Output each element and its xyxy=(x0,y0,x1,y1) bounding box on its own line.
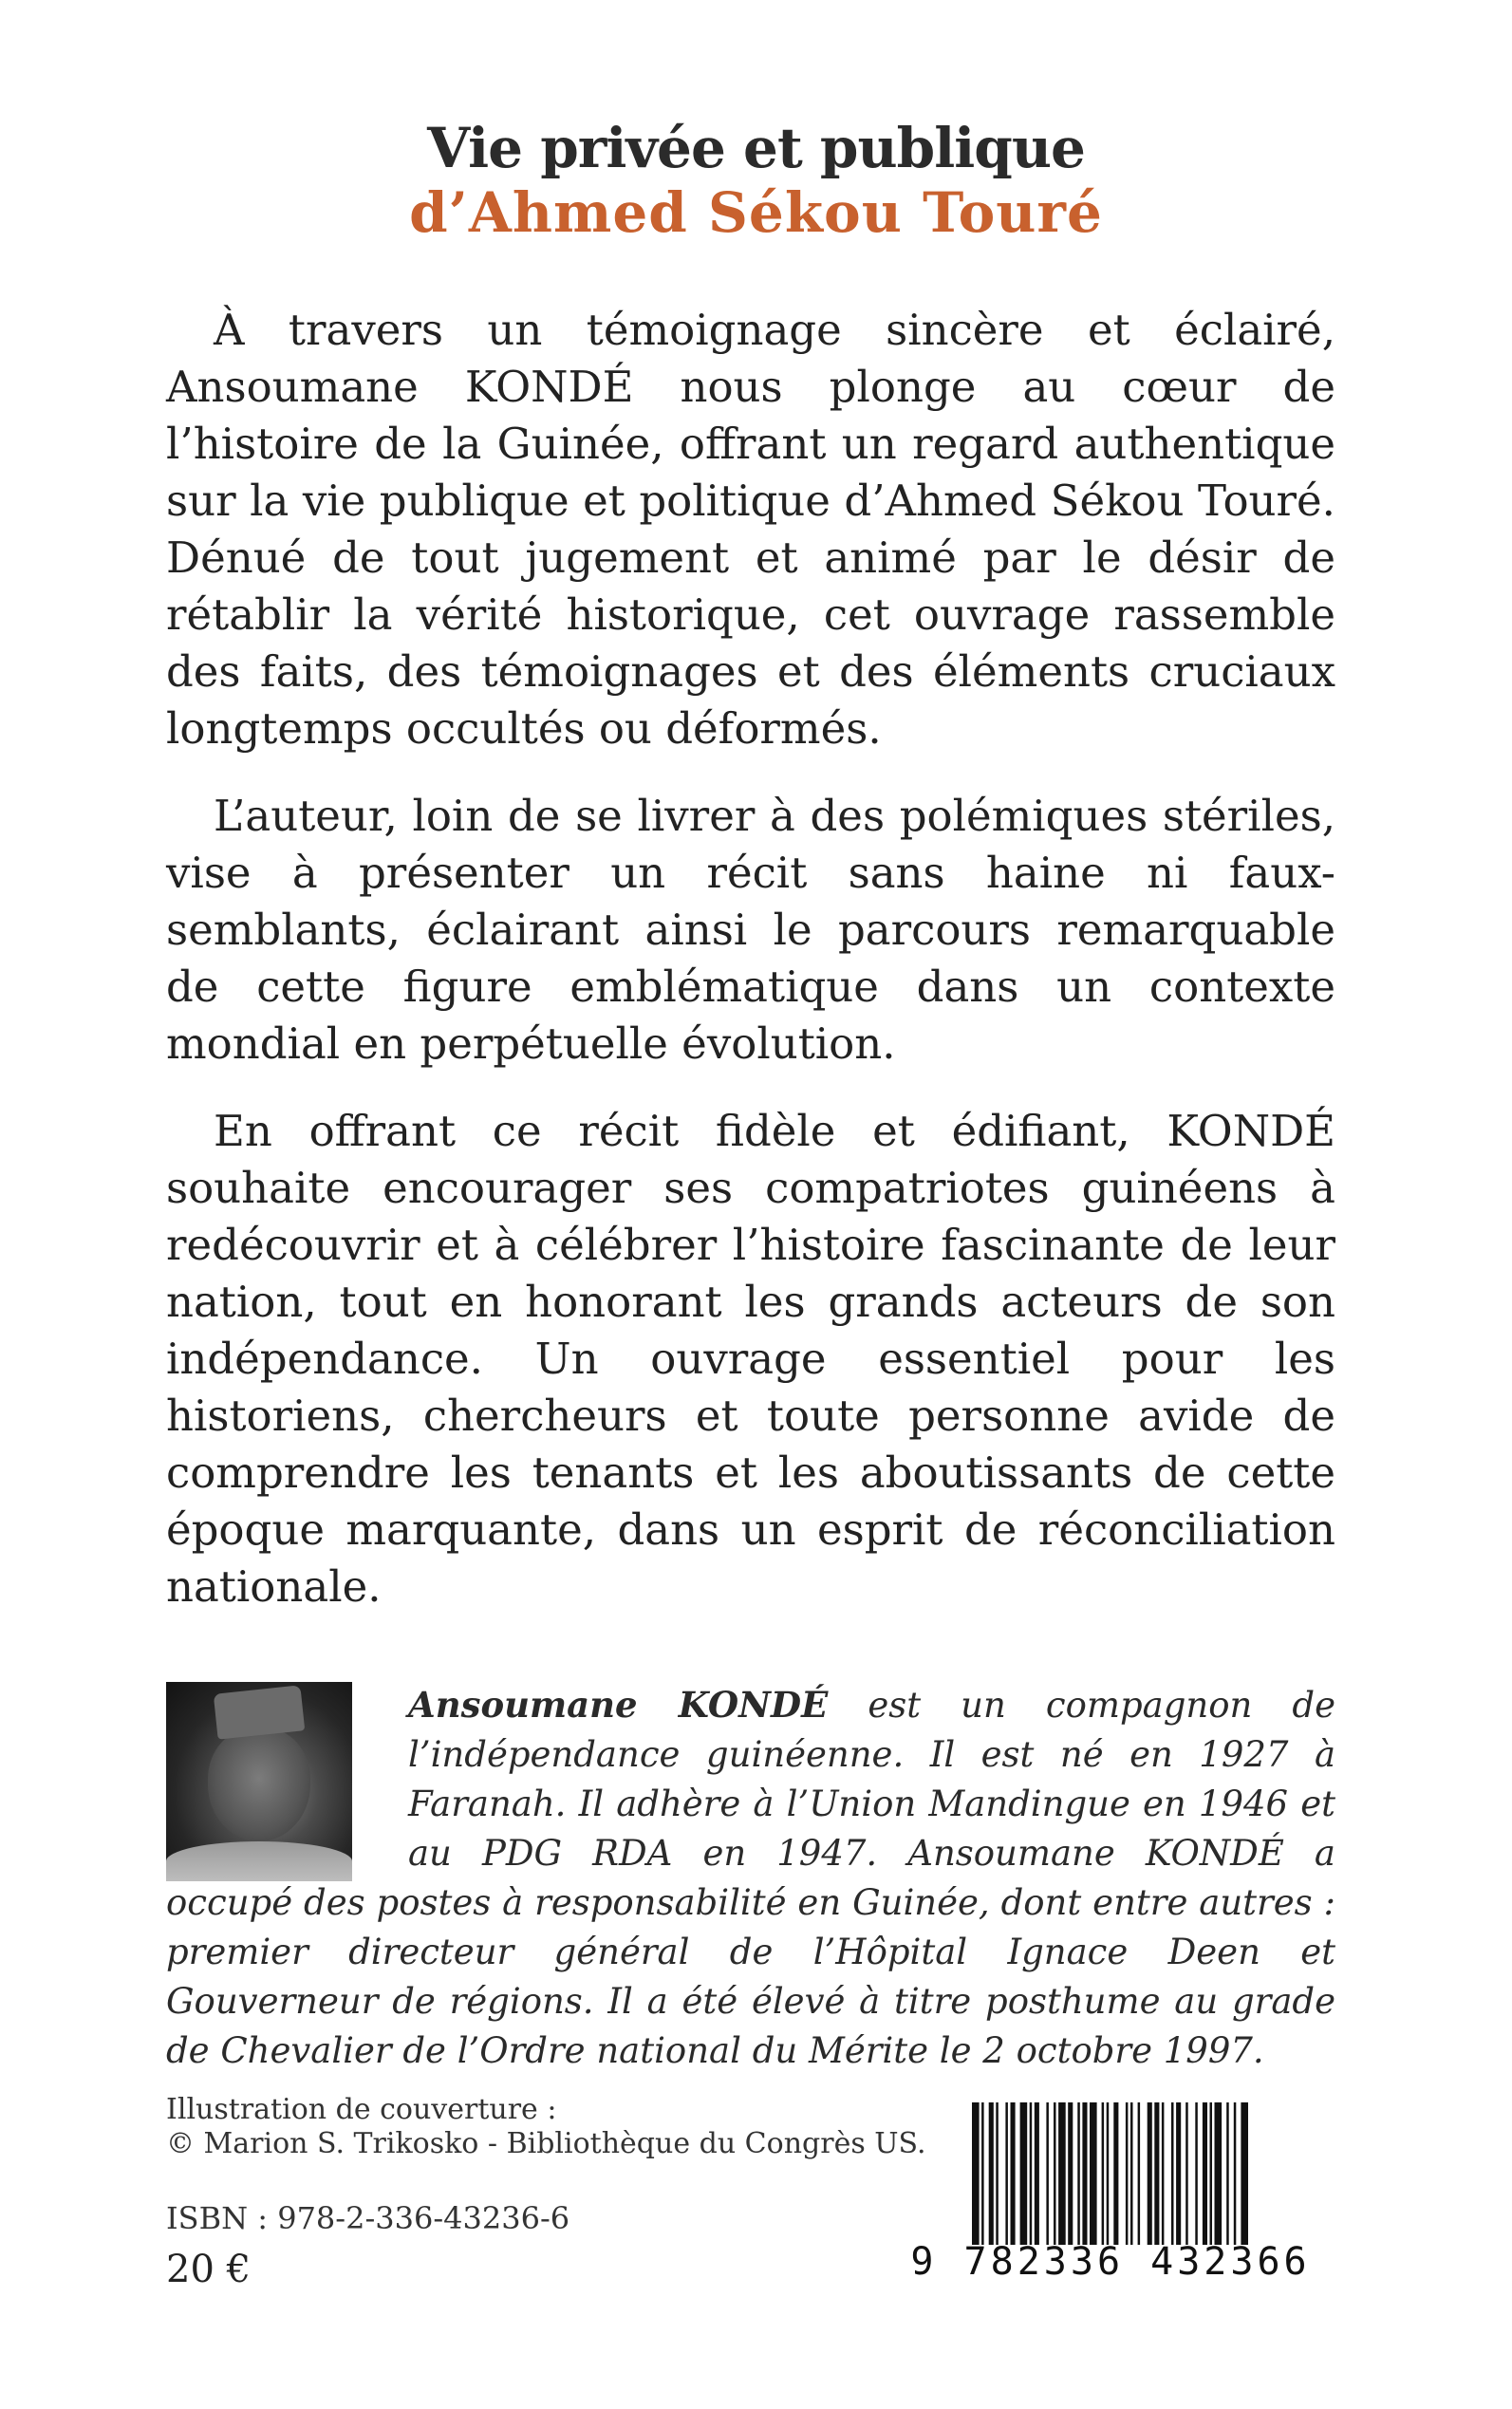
barcode-bar xyxy=(1113,2102,1118,2245)
barcode-bar xyxy=(981,2102,984,2245)
barcode-bar xyxy=(1077,2102,1080,2245)
barcode-bar xyxy=(1054,2102,1056,2245)
barcode-bar xyxy=(1068,2102,1073,2245)
barcode-bar xyxy=(1171,2102,1174,2245)
author-name: Ansoumane KONDÉ xyxy=(408,1684,829,1726)
barcode-bars xyxy=(968,2102,1319,2254)
title-line-1: Vie privée et publique xyxy=(427,116,1085,180)
barcode-bar xyxy=(1185,2102,1188,2245)
price: 20 € xyxy=(166,2248,252,2291)
barcode-bar xyxy=(1210,2102,1213,2245)
author-bio xyxy=(166,1680,1335,2076)
barcode-bar xyxy=(1126,2102,1129,2245)
barcode-bar xyxy=(1058,2102,1066,2245)
barcode-bar xyxy=(996,2102,999,2245)
summary-paragraph-3: En offrant ce récit fidèle et édifiant, KONDÉ souhaite encourager ses compatriotes guinéens à redécouvrir et à célébrer l’histoire fascinante de leur nation, tout en honorant les grands acteurs de son indépendance. Un ouvrage essentiel pour les historiens, chercheurs et toute personne avide de comprendre les tenants et les aboutissants de cette époque marquante, dans un esprit de réconciliation nationale. xyxy=(166,1106,1335,1612)
barcode-bar xyxy=(1215,2102,1223,2245)
barcode-bar xyxy=(1148,2102,1152,2245)
barcode-bar xyxy=(1035,2102,1039,2245)
isbn-number: ISBN : 978-2-336-43236-6 xyxy=(166,2200,570,2236)
barcode-bar xyxy=(1234,2102,1237,2245)
barcode-bar xyxy=(1030,2102,1033,2245)
barcode-bar xyxy=(1005,2102,1008,2245)
credit-line-2: © Marion S. Trikosko - Bibliothèque du Congrès US. xyxy=(166,2127,926,2160)
barcode-bar xyxy=(1162,2102,1165,2245)
cover-illustration-credit xyxy=(166,2093,926,2161)
summary-paragraph-2: L’auteur, loin de se livrer à des polémiques stériles, vise à présenter un récit sans haine ni faux-semblants, éclairant ainsi le parcours remarquable de cette figure emblématique dans un contexte mondial en perpétuelle évolution. xyxy=(166,791,1335,1069)
barcode-bar xyxy=(972,2102,980,2245)
barcode-bar xyxy=(1107,2102,1110,2245)
barcode-bar xyxy=(1241,2102,1248,2245)
barcode-bar xyxy=(1195,2102,1198,2245)
barcode-bar xyxy=(1082,2102,1087,2245)
barcode-bar xyxy=(1011,2102,1016,2245)
barcode-bar xyxy=(1226,2102,1229,2245)
isbn-barcode xyxy=(910,2102,1319,2292)
barcode-bar xyxy=(1130,2102,1133,2245)
title-line-2: d’Ahmed Sékou Touré xyxy=(409,180,1103,245)
barcode-bar xyxy=(1154,2102,1159,2245)
barcode-bar xyxy=(989,2102,994,2245)
author-bio-text: est un compagnon de l’indépendance guinéenne. Il est né en 1927 à Faranah. Il adhère à l’Union Mandingue en 1946 et au PDG RDA en 1947. Ansoumane KONDÉ a occupé des postes à responsabilité en Guinée, dont entre autres : premier directeur général de l’Hôpital Ignace Deen et Gouverneur de régions. Il a été élevé à titre posthume au grade de Chevalier de l’Ordre national du Mérite le 2 octobre 1997. xyxy=(166,1685,1335,2071)
barcode-bar xyxy=(1176,2102,1181,2245)
barcode-digits: 9 782336 432366 xyxy=(910,2240,1311,2284)
barcode-bar xyxy=(1102,2102,1105,2245)
credit-line-1: Illustration de couverture : xyxy=(166,2093,557,2126)
barcode-bar xyxy=(1020,2102,1028,2245)
barcode-bar xyxy=(1203,2102,1207,2245)
barcode-bar xyxy=(1046,2102,1049,2245)
summary-paragraph-1: À travers un témoignage sincère et éclairé, Ansoumane KONDÉ nous plonge au cœur de l’histoire de la Guinée, offrant un regard authentique sur la vie publique et politique d’Ahmed Sékou Touré. Dénué de tout jugement et animé par le désir de rétablir la vérité historique, cet ouvrage rassemble des faits, des témoignages et des éléments cruciaux longtemps occultés ou déformés. xyxy=(166,305,1335,754)
barcode-bar xyxy=(1090,2102,1097,2245)
barcode-bar xyxy=(1138,2102,1141,2245)
